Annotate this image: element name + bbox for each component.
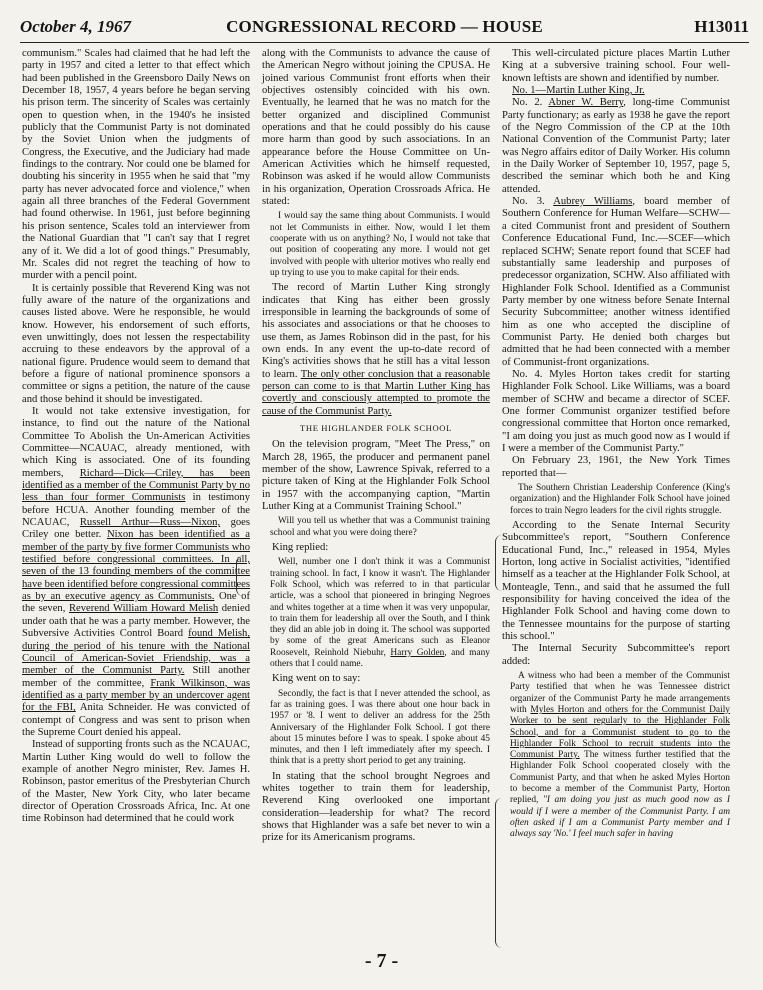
underlined-text: Russell Arthur—Russ—Nixon, bbox=[79, 517, 221, 529]
text-run: The witness further testified that the Highlander Folk School cooperated closely with the Communist Party, and that when he asked Myles Horton to become a member of the Communist Party, Horton replied, bbox=[510, 750, 731, 806]
col1-paragraph-2: It is certainly possible that Reverend King was not fully aware of the nature of the organizations and causes listed above. Were he responsible, he would know. However, his endorsement of such efforts, even unwittingly, does not lessen the respectability accruing to these endeavors by the approval of a national figure. Prudence would seem to demand that before a figure of national prominence sponsors a committee or signs a petition, the nature of the cause and those behind it should be investigated. bbox=[22, 282, 250, 405]
text-run: , board member of Southern Conference for Human Welfare—SCHW—a cited Communist front and president of Southern Conference Educational Fund, Inc.—SCEF—which replaced SCHW; Senate report found that SCEF had substantially same leadership and purposes of predecessor organization, SCHW. Also affiliated with Highlander Folk School. Identified as a Communist Party member by one witness before Senate Internal Security Subcommittee; another witness identified him as one who accepted the discipline of Communist Party. He denied both charges but admitted that he had been connected with a member of Communist-front organizations. bbox=[502, 196, 730, 368]
header-title: CONGRESSIONAL RECORD — HOUSE bbox=[226, 17, 543, 36]
col1-paragraph-3 bbox=[22, 406, 250, 739]
text-run: Still another member of the committee, bbox=[22, 665, 250, 689]
col2-paragraph-6: In stating that the school brought Negroes and whites together to train them for leadership, Reverend King overlooked one important consideration—leadership for what? The record shows that Highlander was a safe bet never to win a prize for its Americanism programs. bbox=[262, 770, 490, 844]
col3-paragraph-6: On February 23, 1961, the New York Times reported that— bbox=[502, 455, 730, 479]
col3-paragraph-8: The Internal Security Subcommittee's report added: bbox=[502, 643, 730, 667]
text-run: denied under oath that he was a party member. However, the Subversive Activities Control Board bbox=[22, 603, 250, 640]
underlined-text: Myles Horton and others for the Communist Daily Worker to be sent regularly to the Highlander Folk School, and for a Communist student to go to the Highlander Folk School to recruit students into the Communist Party. bbox=[510, 704, 730, 761]
column-3 bbox=[502, 48, 730, 844]
text-run: , long-time Communist Party functionary; as early as 1938 he gave the report of the Negro Commission of the CP at the 10th National Convention of the Communist Party; later was Negro affairs editor of Daily Worker. His column in the Daily Worker of September 10, 1957, page 5, described the seminar which both he and King attended. bbox=[502, 97, 730, 195]
col3-paragraph-2: No. 1—Martin Luther King, Jr. bbox=[512, 85, 645, 97]
text-run: A witness who had been a member of the Communist Party testified that when he was Tennessee district organizer of the Communist Party he made arrangements with bbox=[510, 671, 730, 715]
col2-quote-3 bbox=[270, 557, 490, 670]
underlined-text: Richard—Dick—Criley, has been identified as a member of the Communist Party by no less than four former Communists bbox=[22, 467, 250, 504]
col2-paragraph-2 bbox=[262, 282, 490, 418]
margin-bracket bbox=[495, 535, 502, 591]
text-run: goes Criley one better. bbox=[22, 517, 250, 541]
col2-quote-4: Secondly, the fact is that I never attended the school, as far as training goes. I was there about one hour back in 1957 or '8. I went to deliver an address for the 25th Anniversary of the Highlander Folk School. I got there about 15 minutes before I was to speak. I spoke about 45 minutes, and then I left immediately after my speech. I think that is a pretty short period to get any training. bbox=[270, 688, 490, 767]
text-run: No. 2. bbox=[512, 97, 549, 109]
col2-paragraph-1: along with the Communists to advance the cause of the American Negro without joining the CPUSA. He joined various Communist front efforts when their objectives ostensibly coincided with his own. Eventually, he learned that he was no match for the better organized and disciplined Communist operations and that he could possibly do his cause more harm than good by such associations. In an appearance before the House Committee on Un-American Activities which he himself requested, Robinson was asked if he would allow Communists in his organization, Operation Crossroads Africa. He stated: bbox=[262, 48, 490, 208]
underlined-text: Frank Wilkinson, was identified as a party member by an undercover agent for the FBI, bbox=[22, 677, 250, 714]
col3-paragraph-5: No. 4. Myles Horton takes credit for starting Highlander Folk School. Like Williams, was a board member of SCHW and became a director of SCEF. One former Communist organizer testified before congressional committee that Horton once remarked, "I am doing you just as much good now as I would if I were a member of the Communist Party." bbox=[502, 368, 730, 454]
text-run: , and many others that I could name. bbox=[270, 647, 490, 670]
col3-paragraph-7: According to the Senate Internal Security Subcommittee's report, "Southern Conference Educational Fund, Inc.," released in 1954, Myles Horton, long active in Socialist activities, "identified himself as a teacher at the Highlander Folk School, at Monteagle, Tenn., and said that he assumed the full responsibility for having conceived the idea of the Highlander Folk School and having come down to the Tennessee mountains for the purpose of starting this school." bbox=[502, 519, 730, 643]
italic-text: "I am doing you just as much good now as I would if I were a member of the Communist Party. I am often asked if I am a Communist Party member and I always say 'No.' I feel much safer in having bbox=[510, 795, 730, 840]
col3-quote-2 bbox=[510, 671, 730, 840]
underlined-text: Harry Golden bbox=[390, 647, 445, 658]
text-run: in testimony before HCUA. Another founding member of the NCAUAC, bbox=[22, 492, 250, 529]
underlined-text: Aubrey Williams bbox=[553, 196, 633, 208]
column-2 bbox=[262, 48, 490, 845]
text-run: The record of Martin Luther King strongly indicates that King has either been grossly irresponsible in learning the backgrounds of some of his associates and associations or that he chooses to use them, as James Robinson did in the past, for his own ends. In any event the up-to-date record of King's activities shows that he still has a vital lesson to learn. bbox=[262, 282, 490, 380]
col3-paragraph-4 bbox=[502, 196, 730, 369]
header-page-number: H13011 bbox=[694, 17, 749, 36]
col3-paragraph-3 bbox=[502, 97, 730, 196]
text-run: Anita Schneider. He was convicted of contempt of Congress and was sent to prison when the Supreme Court denied his appeal. bbox=[22, 702, 250, 738]
col3-quote-1: The Southern Christian Leadership Conference (King's organization) and the Highlander Folk School have joined forces to train Negro leaders for the civil rights struggle. bbox=[510, 483, 730, 516]
col2-paragraph-4: King replied: bbox=[272, 542, 329, 554]
col2-paragraph-5: King went on to say: bbox=[272, 673, 361, 685]
text-run: No. 3. bbox=[512, 196, 554, 208]
col2-quote-2: Will you tell us whether that was a Communist training school and what you were doing there? bbox=[270, 516, 490, 538]
col3-paragraph-1: This well-circulated picture places Martin Luther King at a subversive training school. Four well-known leftists are shown and identified by number. bbox=[502, 48, 730, 84]
col2-paragraph-3: On the television program, "Meet The Press," on March 28, 1965, the producer and permanent panel member of the show, Lawrence Spivak, referred to a picture taken of King at the Highlander Folk School in 1957 with the accompanying caption, "Martin Luther King at a Communist Training School." bbox=[262, 439, 490, 513]
column-1 bbox=[22, 48, 250, 826]
margin-bracket bbox=[495, 798, 502, 948]
col2-quote-1: I would say the same thing about Communists. I would not let Communists in either. Now, would I let them cooperate with us on anything? No, I would not take that out position of cooperating any more. I would not get involved with people with ulterior motives who really end up trying to use you to make capital for their ends. bbox=[270, 211, 490, 278]
header-date: October 4, 1967 bbox=[20, 17, 131, 36]
section-subheading: THE HIGHLANDER FOLK SCHOOL bbox=[300, 423, 452, 434]
page-header bbox=[20, 16, 749, 43]
page-footer-number: - 7 - bbox=[364, 950, 399, 972]
margin-bracket bbox=[236, 556, 243, 596]
text-run: It would not take extensive investigation, for instance, to find out the nature of the National Committee To Abolish the Un-American Activities Committee—NCAUAC, already mentioned, with which King is associated. One of its founding members, bbox=[22, 405, 250, 479]
underlined-text: Abner W. Berry bbox=[548, 97, 624, 109]
text-run: One of the seven, bbox=[22, 591, 250, 615]
underlined-text: Reverend William Howard Melish bbox=[68, 603, 219, 615]
underlined-text: The only other conclusion that a reasonable person can come to is that Martin Luther King has covertly and consciously attempted to promote the cause of the Communist Party. bbox=[262, 368, 490, 417]
underlined-text: found Melish, during the period of his tenure with the National Council of American-Soviet Friendship, was a member of the Communist Party. bbox=[22, 628, 250, 677]
col1-paragraph-4: Instead of supporting fronts such as the NCAUAC, Martin Luther King would do well to follow the example of another Negro minister, Rev. James H. Robinson, pastor emeritus of the Presbyterian Church of the Master, New York City, who later became director of Operation Crossroads Africa, Inc. At one time Robinson had determined that he could work bbox=[22, 739, 250, 825]
col1-paragraph-1: communism." Scales had claimed that he had left the party in 1957 and cited a letter to that effect which had been published in the Greensboro Daily News on December 18, 1957, 4 years before he began serving his prison term. The sincerity of Scales was certainly open to question when, in the 1940's he insisted publicly that the Communist Party is not dominated by the Soviet Union when the judgments of Congress, the Executive, and the Judiciary had made findings to the contrary. Nor could one be blamed for doubting his sincerity in 1955 when he said that "my party has never advocated force and violence," when again all three branches of the Federal Government had found otherwise. In 1961, just before beginning his prison sentence, Scales told an interviewer from the National Guardian that "I can't say that I regret any of it. We did a lot of good things." Presumably, Mr. Scales did not regret the teaching of how to murder with a pencil point. bbox=[22, 48, 250, 282]
underlined-text: Nixon has been identified as a member of the party by five former Communists who testified before congressional committees. In all, seven of the 13 founding members of the committee have been identified before congressional committees as by an executive agency as Communists. bbox=[22, 529, 250, 603]
text-run: Well, number one I don't think it was a Communist training school. In fact, I know it wasn't. The Highlander Folk School, which was referred to in that particular article, was a school that pioneered in bringing Negroes and whites together at a time when it was very unpopular, to train them for leadership all over the South, and I think they did an able job in doing it. The school was supported by some of the great Americans such as Eleanor Roosevelt, Reinhold Niebuhr, bbox=[270, 557, 490, 658]
